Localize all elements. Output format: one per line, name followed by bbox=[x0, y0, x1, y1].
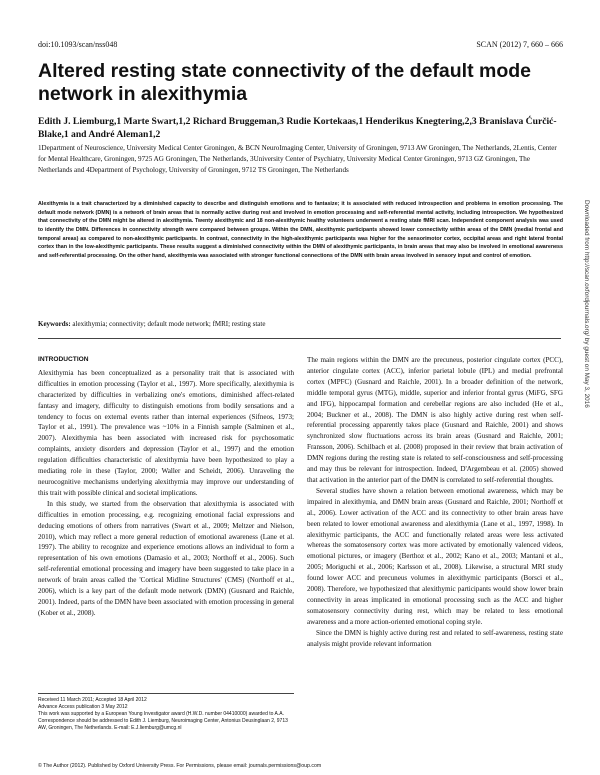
footnote-correspondence: Correspondence should be addressed to Edith J. Liemburg, Neuroimaging Center, Antonius Deusinglaan 2, 9713 AW, Groningen, The Netherlands. E-mail: E.J.liemburg@umcg.nl bbox=[38, 718, 288, 732]
footnote-access: Advance Access publication 3 May 2012 bbox=[38, 704, 128, 711]
footnote-divider bbox=[38, 693, 294, 694]
footnote-received: Received 11 March 2011; Accepted 18 April 2012 bbox=[38, 697, 147, 703]
footnote-funding: This work was supported by a European Young Investigator award (H.W.D. number 04410000) awarded to A.A. bbox=[38, 711, 284, 718]
affiliations: 1Department of Neuroscience, University Medical Center Groningen, & BCN NeuroImaging Center, University of Groningen, 9713 AW Groningen, The Netherlands, 2Lentis, Center for Mental Healthcare, Groningen, 9725 AG Groningen, The Netherlands, 3University Center of Psychiatry, University Medical Center Groningen, 9713 GZ Groningen, The Netherlands and 4Department of Psychology, University of Groningen, 9712 TS Groningen, The Netherlands bbox=[38, 144, 557, 174]
author-list: Edith J. Liemburg,1 Marte Swart,1,2 Richard Bruggeman,3 Rudie Kortekaas,1 Henderikus Knegtering,2,3 Branislava Ćurčić-Blake,1 and André Aleman1,2 bbox=[38, 116, 557, 140]
copyright-line: © The Author (2012). Published by Oxford University Press. For Permissions, please email: journals.permissions@oup.com bbox=[38, 763, 322, 769]
section-divider bbox=[38, 338, 561, 339]
left-column bbox=[38, 355, 294, 619]
intro-paragraph-1: Alexithymia has been conceptualized as a personality trait that is associated with difficulties in emotion processing (Taylor et al., 1997). More specifically, alexithymia is characterized by difficulties in verbalizing one's emotions, diminished affect-related fantasy and imagery, difficulty to distinguish emotions from bodily sensations and a tendency to focus on external events rather than internal experiences (Sifneos, 1973; Taylor et al., 1991). The prevalence was ~10% in a Finnish sample (Salminen et al., 2007). Alexithymia has been associated with increased risk for psychosomatic complaints, anxiety disorders and depression (Taylor et al., 1997) and the emotion regulation difficulties characteristic of alexithymia have been hypothesized to play a mediating role in these (Taylor, 2000; Waller and Scheidt, 2006). Unraveling the neurocognitive mechanisms underlying alexithymia may improve our understanding of this trait with possible clinical and societal implications. bbox=[38, 368, 294, 497]
right-paragraph-1: The main regions within the DMN are the precuneus, posterior cingulate cortex (PCC), anterior cingulate cortex (ACC), inferior parietal lobule (IPL) and medial prefrontal cortex (MPFC) (Gusnard and Raichle, 2001). In a broader definition of the network, middle temporal gyrus (MTG), middle, superior and inferior frontal gyrus (MiFG, SFG and IFG), hippocampal formation and cerebellar regions are also included (He et al., 2004; Buckner et al., 2008). The DMN is also highly active during rest when self-referential processing apparently takes place (Gusnard and Raichle, 2001) and shows synchronized slow fluctuations across its brain areas (Gusnard and Raichle, 2001; Fransson, 2006). Schilbach et al. (2008) proposed in their review that brain activation of DMN regions during the resting state is related to self-consciousness and self-processing and may thus be relevant for introspection. Indeed, D'Argembeau et al. (2005) showed that activation in the anterior part of the DMN is correlated to self-referential thoughts. bbox=[307, 356, 563, 484]
keywords-line bbox=[38, 320, 558, 328]
footnote bbox=[38, 697, 294, 732]
article-title: Altered resting state connectivity of the default mode network in alexithymia bbox=[38, 60, 532, 105]
journal-citation: SCAN (2012) 7, 660 – 666 bbox=[476, 40, 563, 49]
right-paragraph-2: Several studies have shown a relation between emotional awareness, which may be impaired in alexithymia, and DMN brain areas (Gusnard and Raichle, 2001; Northoff et al., 2006). Lower activation of the ACC and its connectivity to other brain areas have been related to lower emotional awareness and alexithymia (Lane et al., 1997, 1998). In alexithymic participants, the ACC and functionally related areas were less activated whereas the somatosensory cortex was more activated by emotionally valenced videos, emotional pictures, or imagery (Berthoz et al., 2002; Kano et al., 2003; Mantani et al., 2005; Moriguchi et al., 2006; Karlsson et al., 2008). Likewise, a structural MRI study found lower ACC and precuneus volumes in alexithymic participants (Borsci et al., 2008). Therefore, we hypothesized that alexithymic participants would show lower brain connectivity in areas implicated in emotional processing such as the ACC and higher somatosensory connectivity during rest, which may be related to less emotional awareness and a more action-oriented emotional coping style. bbox=[307, 486, 563, 626]
intro-heading: INTRODUCTION bbox=[38, 356, 89, 363]
abstract: Alexithymia is a trait characterized by a diminished capacity to describe and distinguish emotions and to fantasize; it is associated with reduced introspection and problems in emotion processing. The default mode network (DMN) is a network of brain areas that is normally active during rest and involved in emotion processing and self-referential mental activity, including introspection. We hypothesized that connectivity of the DMN might be altered in alexithymia. Twenty alexithymic and 18 non-alexithymic healthy volunteers underwent a resting state fMRI scan. Independent component analysis was used to identify the DMN. Differences in connectivity strength were compared between groups. Within the DMN, alexithymic participants showed lower connectivity within areas of the DMN (medial frontal and temporal areas) as compared to non-alexithymic participants. In contrast, connectivity in the high-alexithymic participants was higher for the sensorimotor cortex, occipital areas and right lateral frontal cortex than in the low-alexithymic participants. These results suggest a diminished connectivity within the DMN of alexithymic participants, in brain areas that may also be involved in emotional awareness and self-referential processing. On the other hand, alexithymia was associated with stronger functional connections of the DMN with brain areas involved in sensory input and control of emotion. bbox=[38, 201, 563, 259]
download-notice: Downloaded from http://scan.oxfordjournals.org/ by guest on May 3, 2016 bbox=[583, 200, 590, 408]
download-sidebar bbox=[580, 200, 592, 640]
keywords-label: Keywords: bbox=[38, 320, 71, 328]
keywords-text: alexithymia; connectivity; default mode network; fMRI; resting state bbox=[72, 320, 266, 328]
right-paragraph-3: Since the DMN is highly active during rest and related to self-awareness, resting state analysis might provide relevant information bbox=[307, 628, 563, 648]
right-column bbox=[307, 355, 563, 649]
intro-paragraph-2: In this study, we started from the observation that alexithymia is associated with difficulties in emotion processing, e.g. recognizing emotional facial expressions and deducing emotions of others from narratives (Swart et al., 2009; Meltzer and Nielson, 2010), which may reflect a more general reduction of emotional awareness (Lane et al. 1997). The ability to recognize and experience emotions allows an individual to form a representation of his own emotions (Damasio et al., 2003; Northoff et al., 2006). Such self-referential emotional processing and imagery have been suggested to take place in a network of brain areas called the 'Cortical Midline Structures' (CMS) (Northoff et al., 2006), which is a key part of the default mode network (DMN) (Gusnard and Raichle, 2001). Indeed, parts of the DMN have been associated with emotion processing in general (Kober et al., 2008). bbox=[38, 499, 294, 617]
doi-line: doi:10.1093/scan/nss048 bbox=[38, 40, 118, 49]
